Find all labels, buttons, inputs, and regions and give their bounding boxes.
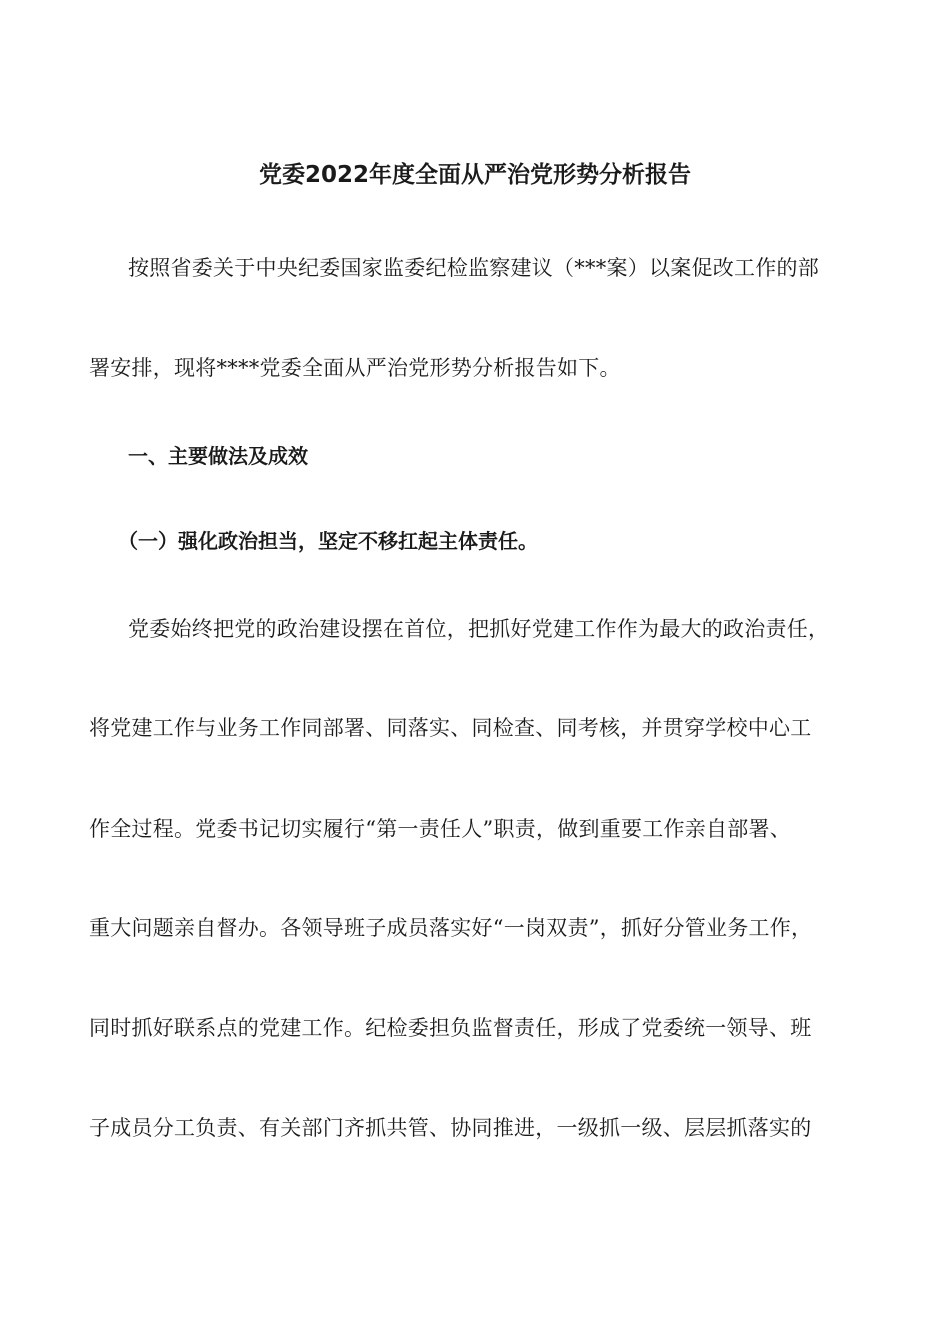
intro-line-2: 署安排，现将****党委全面从严治党形势分析报告如下。 xyxy=(89,356,621,380)
paragraph-line: 将党建工作与业务工作同部署、同落实、同检查、同考核，并贯穿学校中心工 xyxy=(89,716,812,740)
document-title: 党委2022年度全面从严治党形势分析报告 xyxy=(258,162,691,188)
intro-line-1: 按照省委关于中央纪委国家监委纪检监察建议（***案）以案促改工作的部 xyxy=(128,256,819,280)
paragraph-line: 党委始终把党的政治建设摆在首位，把抓好党建工作作为最大的政治责任， xyxy=(128,617,830,641)
paragraph-line: 作全过程。党委书记切实履行“第一责任人”职责，做到重要工作亲自部署、 xyxy=(89,817,791,841)
paragraph-line: 重大问题亲自督办。各领导班子成员落实好“一岗双责”，抓好分管业务工作， xyxy=(89,916,813,940)
paragraph-line: 同时抓好联系点的党建工作。纪检委担负监督责任，形成了党委统一领导、班 xyxy=(89,1016,812,1040)
section-heading: 一、主要做法及成效 xyxy=(128,444,308,468)
subsection-heading: （一）强化政治担当，坚定不移扛起主体责任。 xyxy=(118,529,538,553)
paragraph-line: 子成员分工负责、有关部门齐抓共管、协同推进，一级抓一级、层层抓落实的 xyxy=(89,1116,812,1140)
